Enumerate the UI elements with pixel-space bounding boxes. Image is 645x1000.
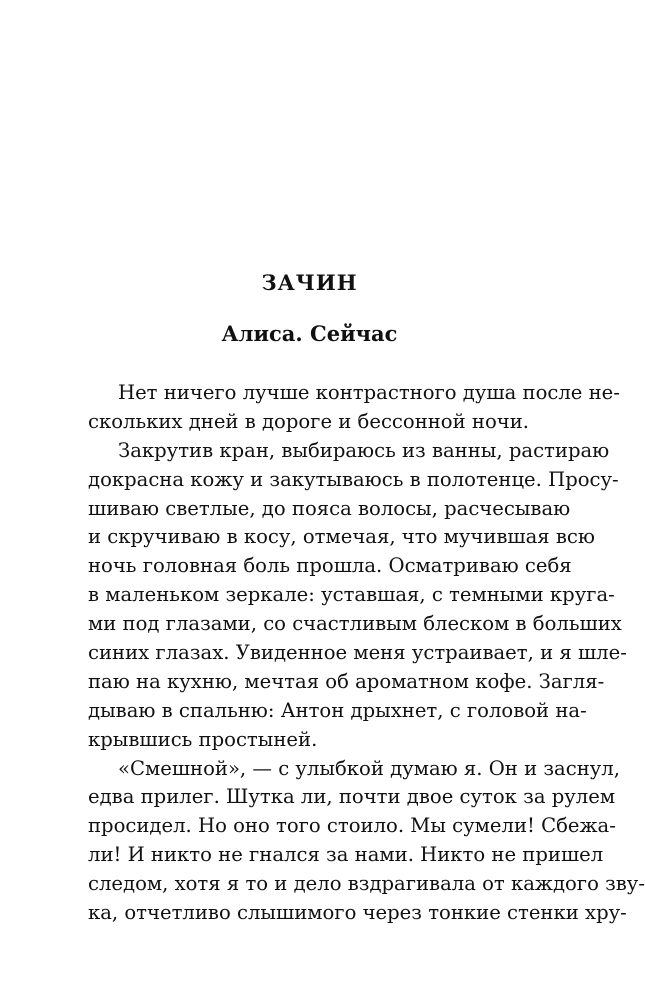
text-line: Нет ничего лучше контрастного душа после не- <box>118 381 620 404</box>
text-line: в маленьком зеркале: уставшая, с темными круга- <box>88 583 615 607</box>
body-text <box>88 379 645 928</box>
text-line: докрасна кожу и закутываюсь в полотенце. Просу- <box>88 467 619 491</box>
text-line: дываю в спальню: Антон дрыхнет, с головой на- <box>88 698 587 722</box>
text-line: ли! И никто не гнался за нами. Никто не пришел <box>88 843 604 867</box>
text-line: скольких дней в дороге и бессонной ночи. <box>88 409 529 433</box>
text-line: едва прилег. Шутка ли, почти двое суток за рулем <box>88 785 616 809</box>
text-line: Закрутив кран, выбираюсь из ванны, растираю <box>118 438 610 462</box>
text-line: следом, хотя я то и дело вздрагивала от каждого зву- <box>88 872 645 896</box>
chapter-title: ЗАЧИН <box>261 270 358 295</box>
text-line: крывшись простыней. <box>88 727 318 751</box>
text-line: паю на кухню, мечтая об ароматном кофе. Загля- <box>88 669 605 693</box>
text-line: ночь головная боль прошла. Осматриваю себя <box>88 554 572 578</box>
text-line: ка, отчетливо слышимого через тонкие стенки хру- <box>88 901 627 925</box>
text-line: шиваю светлые, до пояса волосы, расчесываю <box>88 496 571 520</box>
text-line: «Смешной», — с улыбкой думаю я. Он и заснул, <box>118 756 620 780</box>
text-line: ми под глазами, со счастливым блеском в больших <box>88 612 622 636</box>
text-line: просидел. Но оно того стоило. Мы сумели! Сбежа- <box>88 814 616 838</box>
text-line: синих глазах. Увиденное меня устраивает, и я шле- <box>88 641 627 665</box>
text-line: и скручиваю в косу, отмечая, что мучившая всю <box>88 525 595 549</box>
chapter-subtitle: Алиса. Сейчас <box>221 321 398 346</box>
